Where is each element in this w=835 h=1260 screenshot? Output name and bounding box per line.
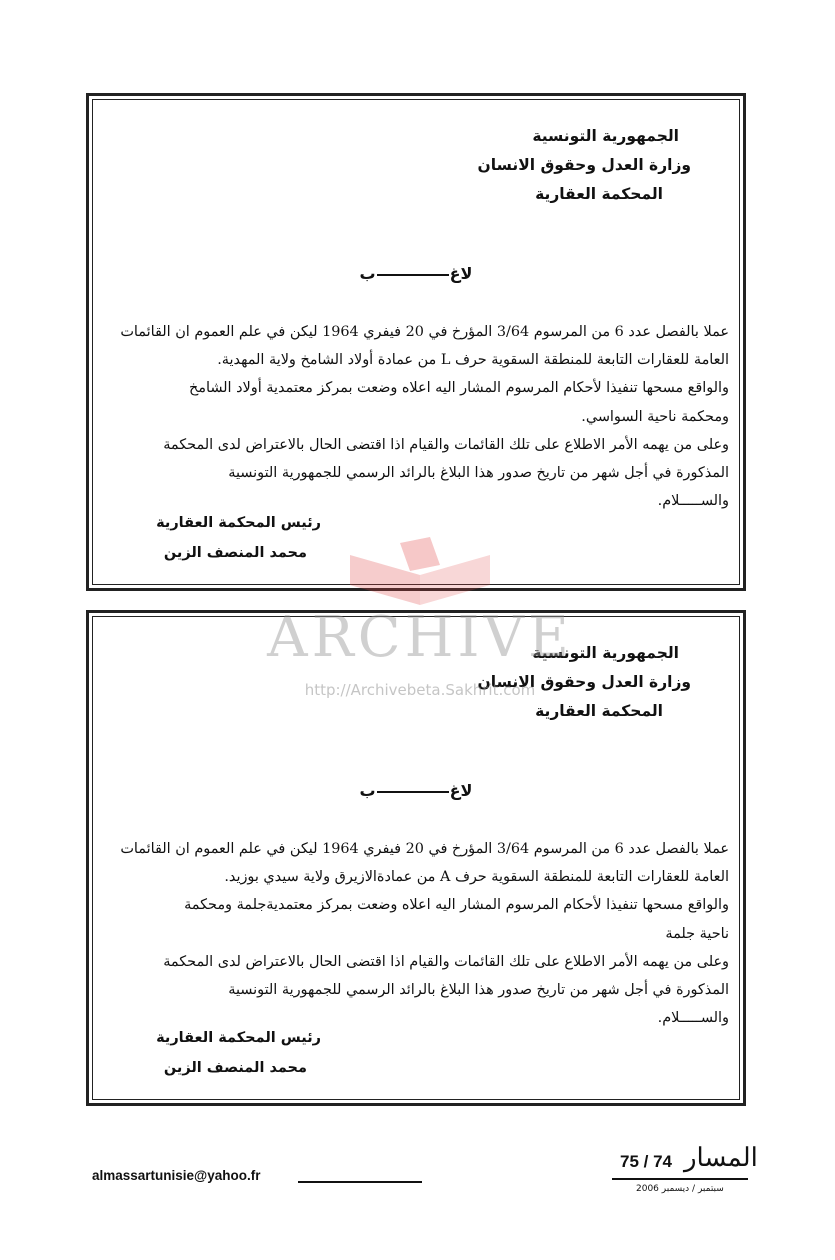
notice-header	[431, 122, 691, 209]
signature-name: محمد المنصف الزين	[163, 1060, 307, 1076]
body-line: والســـــلام.	[657, 1010, 729, 1027]
footer-email: almassartunisie@yahoo.fr	[92, 1168, 261, 1183]
body-line: والواقع مسحها تنفيذا لأحكام المرسوم المشار اليه اعلاه وضعت بمركز معتمدية أولاد الشامخ	[188, 380, 729, 397]
header-court: المحكمة العقارية	[535, 185, 663, 203]
notice-box-2	[86, 610, 746, 1106]
footer-rule-right	[612, 1178, 748, 1180]
magazine-name: المسار	[684, 1143, 758, 1173]
watermark-text: ARCHIVE	[267, 605, 573, 670]
body-line: المذكورة في أجل شهر من تاريخ صدور هذا البلاغ بالرائد الرسمي للجمهورية التونسية	[228, 465, 729, 482]
watermark-url: http://Archivebeta.Sakhrit.com	[304, 681, 536, 699]
body-line: وعلى من يهمه الأمر الاطلاع على تلك القائمات والقيام اذا اقتضى الحال بالاعتراض لدى المحكمة	[163, 953, 729, 970]
body-line: العامة للعقارات التابعة للمنطقة السقوية حرف A من عمادةالازيرق ولاية سيدي بوزيد.	[224, 869, 729, 886]
body-line: عملا بالفصل عدد 6 من المرسوم 3/64 المؤرخ في 20 فيفري 1964 ليكن في علم العموم ان القائمات	[120, 324, 729, 340]
body-line: عملا بالفصل عدد 6 من المرسوم 3/64 المؤرخ في 20 فيفري 1964 ليكن في علم العموم ان القائمات	[120, 841, 729, 857]
signature-title: رئيس المحكمة العقارية	[156, 1030, 321, 1046]
body-line: والســـــلام.	[657, 493, 729, 510]
body-line: العامة للعقارات التابعة للمنطقة السقوية حرف L من عمادة أولاد الشامخ ولاية المهدية.	[217, 352, 729, 369]
signature-block	[101, 508, 321, 568]
body-line: ناحية جلمة	[665, 925, 729, 942]
issue-date: سبتمبر / ديسمبر 2006	[636, 1184, 724, 1194]
signature-title: رئيس المحكمة العقارية	[156, 515, 321, 531]
header-court: المحكمة العقارية	[535, 702, 663, 720]
notice-box-1	[86, 93, 746, 591]
body-line: المذكورة في أجل شهر من تاريخ صدور هذا البلاغ بالرائد الرسمي للجمهورية التونسية	[228, 982, 729, 999]
notice-header	[431, 639, 691, 726]
signature-block	[101, 1023, 321, 1083]
notice-body	[111, 318, 729, 515]
notice-title-text: لاغب	[359, 781, 473, 800]
notice-title	[89, 781, 743, 800]
notice-title-text: لاغب	[359, 264, 473, 283]
body-line: والواقع مسحها تنفيذا لأحكام المرسوم المشار اليه اعلاه وضعت بمركز معتمديةجلمة ومحكمة	[184, 897, 729, 914]
notice-title	[89, 264, 743, 283]
header-ministry: وزارة العدل وحقوق الانسان	[477, 673, 691, 691]
signature-name: محمد المنصف الزين	[163, 545, 307, 561]
header-republic: الجمهورية التونسية	[532, 644, 679, 662]
body-line: وعلى من يهمه الأمر الاطلاع على تلك القائمات والقيام اذا اقتضى الحال بالاعتراض لدى المحكمة	[163, 436, 729, 453]
header-republic: الجمهورية التونسية	[532, 127, 679, 145]
page-number: 75 / 74	[620, 1152, 672, 1171]
header-ministry: وزارة العدل وحقوق الانسان	[477, 156, 691, 174]
footer-rule	[298, 1181, 422, 1183]
notice-body	[111, 835, 729, 1032]
body-line: ومحكمة ناحية السواسي.	[581, 408, 729, 425]
